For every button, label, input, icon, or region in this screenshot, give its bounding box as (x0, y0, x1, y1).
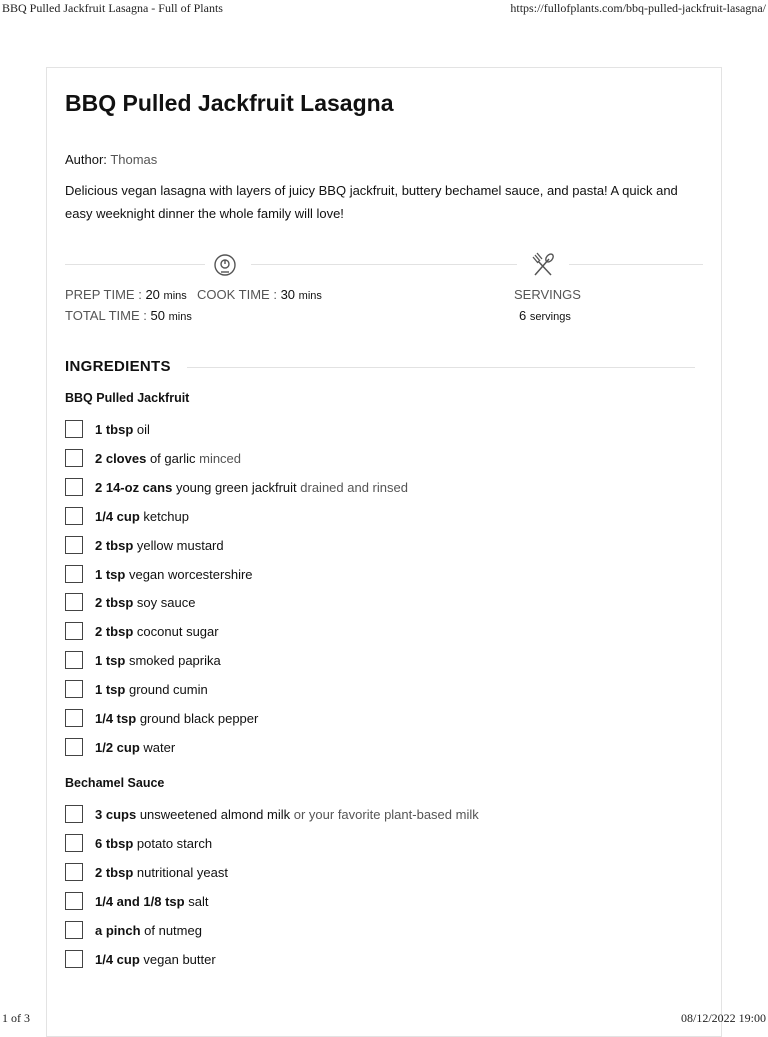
ingredient-amount: 1/4 and 1/8 tsp (95, 894, 185, 909)
ingredient-amount: 2 tbsp (95, 624, 134, 639)
ingredient-name: soy sauce (136, 595, 196, 610)
ingredient-item (65, 622, 705, 642)
ingredient-group-title: Bechamel Sauce (65, 776, 165, 790)
servings-unit: servings (529, 311, 571, 323)
author-name: Thomas (110, 152, 158, 167)
ingredient-checkbox[interactable] (65, 863, 83, 881)
ingredients-divider (187, 367, 695, 368)
ingredient-text (95, 864, 228, 882)
ingredient-text (95, 951, 216, 969)
ingredient-item (65, 950, 705, 970)
timer-icon (211, 251, 239, 279)
ingredient-checkbox[interactable] (65, 892, 83, 910)
servings-label-text: SERVINGS (514, 287, 581, 302)
ingredient-name: vegan worcestershire (128, 567, 253, 582)
ingredient-item (65, 536, 705, 556)
ingredient-item (65, 863, 705, 883)
prep-time-label: PREP TIME : (65, 287, 142, 302)
ingredient-amount: 1/4 cup (95, 509, 140, 524)
ingredient-text (95, 594, 195, 612)
ingredient-checkbox[interactable] (65, 834, 83, 852)
meta-divider (251, 264, 517, 265)
recipe-author (65, 152, 157, 167)
ingredient-checkbox[interactable] (65, 507, 83, 525)
ingredient-amount: a pinch (95, 923, 141, 938)
ingredient-checkbox[interactable] (65, 921, 83, 939)
ingredient-name: young green jackfruit (175, 480, 297, 495)
print-page-title: BBQ Pulled Jackfruit Lasagna - Full of Plants (2, 1, 223, 15)
ingredient-text (95, 421, 150, 439)
ingredient-text (95, 508, 189, 526)
ingredient-text (95, 623, 219, 641)
ingredient-item (65, 565, 705, 585)
servings-label (514, 287, 581, 302)
ingredient-name: vegan butter (143, 952, 216, 967)
ingredient-item (65, 449, 705, 469)
recipe-card (46, 67, 722, 1037)
ingredient-text (95, 893, 208, 911)
total-time-label: TOTAL TIME : (65, 308, 147, 323)
ingredient-item (65, 709, 705, 729)
ingredient-group-title: BBQ Pulled Jackfruit (65, 391, 190, 405)
total-time-unit: mins (168, 311, 192, 323)
cook-time-unit: mins (298, 290, 322, 302)
ingredient-amount: 1 tsp (95, 653, 126, 668)
print-header (0, 1, 768, 17)
prep-time (65, 287, 187, 302)
ingredient-note: or your favorite plant-based milk (293, 807, 479, 822)
ingredient-name: ketchup (143, 509, 189, 524)
ingredient-name: nutritional yeast (136, 865, 228, 880)
ingredient-text (95, 652, 221, 670)
ingredient-name: of garlic (149, 451, 196, 466)
ingredient-name: of nutmeg (144, 923, 202, 938)
ingredient-item (65, 593, 705, 613)
meta-divider (65, 264, 205, 265)
ingredient-note: drained and rinsed (300, 480, 408, 495)
ingredient-item (65, 651, 705, 671)
ingredient-amount: 1 tsp (95, 567, 126, 582)
ingredient-item (65, 420, 705, 440)
ingredient-item (65, 738, 705, 758)
prep-time-unit: mins (163, 290, 187, 302)
ingredient-item (65, 921, 705, 941)
ingredient-name: potato starch (136, 836, 213, 851)
ingredient-amount: 1/2 cup (95, 740, 140, 755)
print-footer (0, 1011, 768, 1027)
author-label: Author: (65, 152, 107, 167)
ingredient-text (95, 479, 408, 497)
ingredient-amount: 1 tsp (95, 682, 126, 697)
cook-time-value: 30 (280, 287, 296, 302)
ingredient-checkbox[interactable] (65, 593, 83, 611)
ingredient-name: yellow mustard (136, 538, 224, 553)
ingredient-name: coconut sugar (136, 624, 219, 639)
ingredient-checkbox[interactable] (65, 622, 83, 640)
ingredient-amount: 3 cups (95, 807, 137, 822)
ingredient-note: minced (199, 451, 242, 466)
ingredient-amount: 2 tbsp (95, 538, 134, 553)
ingredient-name: unsweetened almond milk (139, 807, 291, 822)
ingredient-checkbox[interactable] (65, 449, 83, 467)
ingredient-text (95, 566, 253, 584)
ingredient-amount: 6 tbsp (95, 836, 134, 851)
ingredient-name: salt (188, 894, 209, 909)
cook-time-label: COOK TIME : (197, 287, 277, 302)
ingredient-checkbox[interactable] (65, 950, 83, 968)
ingredient-name: oil (136, 422, 150, 437)
ingredient-item (65, 507, 705, 527)
ingredient-checkbox[interactable] (65, 478, 83, 496)
ingredient-amount: 1/4 tsp (95, 711, 137, 726)
ingredient-checkbox[interactable] (65, 709, 83, 727)
ingredient-amount: 2 cloves (95, 451, 147, 466)
utensils-icon (529, 251, 557, 279)
ingredient-amount: 1/4 cup (95, 952, 140, 967)
page-indicator: 1 of 3 (2, 1011, 30, 1025)
total-time-value: 50 (150, 308, 165, 323)
ingredient-text (95, 710, 258, 728)
ingredient-amount: 2 14-oz cans (95, 480, 173, 495)
print-datetime: 08/12/2022 19:00 (680, 1011, 766, 1025)
ingredient-checkbox[interactable] (65, 738, 83, 756)
ingredient-checkbox[interactable] (65, 420, 83, 438)
ingredient-checkbox[interactable] (65, 680, 83, 698)
ingredient-amount: 2 tbsp (95, 595, 134, 610)
ingredient-checkbox[interactable] (65, 565, 83, 583)
ingredient-checkbox[interactable] (65, 805, 83, 823)
ingredient-text (95, 681, 208, 699)
ingredient-checkbox[interactable] (65, 536, 83, 554)
ingredient-text (95, 835, 212, 853)
ingredient-text (95, 739, 175, 757)
ingredient-amount: 1 tbsp (95, 422, 134, 437)
ingredient-name: ground black pepper (139, 711, 259, 726)
recipe-summary: Delicious vegan lasagna with layers of juicy BBQ jackfruit, buttery bechamel sauce, and pasta! A quick and easy weeknight dinner the whole family will love! (65, 183, 678, 221)
ingredient-item (65, 805, 705, 825)
ingredient-amount: 2 tbsp (95, 865, 134, 880)
ingredient-name: water (143, 740, 176, 755)
recipe-title: BBQ Pulled Jackfruit Lasagna (65, 90, 394, 116)
ingredient-item (65, 834, 705, 854)
ingredients-heading: INGREDIENTS (65, 358, 171, 375)
ingredient-text (95, 806, 479, 824)
ingredient-item (65, 478, 705, 498)
servings-value: 6 (519, 308, 527, 323)
ingredient-item (65, 680, 705, 700)
servings (519, 308, 571, 323)
ingredient-checkbox[interactable] (65, 651, 83, 669)
print-url: https://fullofplants.com/bbq-pulled-jackfruit-lasagna/ (510, 1, 766, 15)
ingredient-text (95, 537, 224, 555)
ingredient-name: ground cumin (128, 682, 208, 697)
ingredient-text (95, 450, 241, 468)
ingredient-name: smoked paprika (128, 653, 221, 668)
cook-time (197, 287, 322, 302)
ingredient-item (65, 892, 705, 912)
total-time (65, 308, 192, 323)
meta-divider (569, 264, 703, 265)
prep-time-value: 20 (145, 287, 160, 302)
ingredient-text (95, 922, 202, 940)
